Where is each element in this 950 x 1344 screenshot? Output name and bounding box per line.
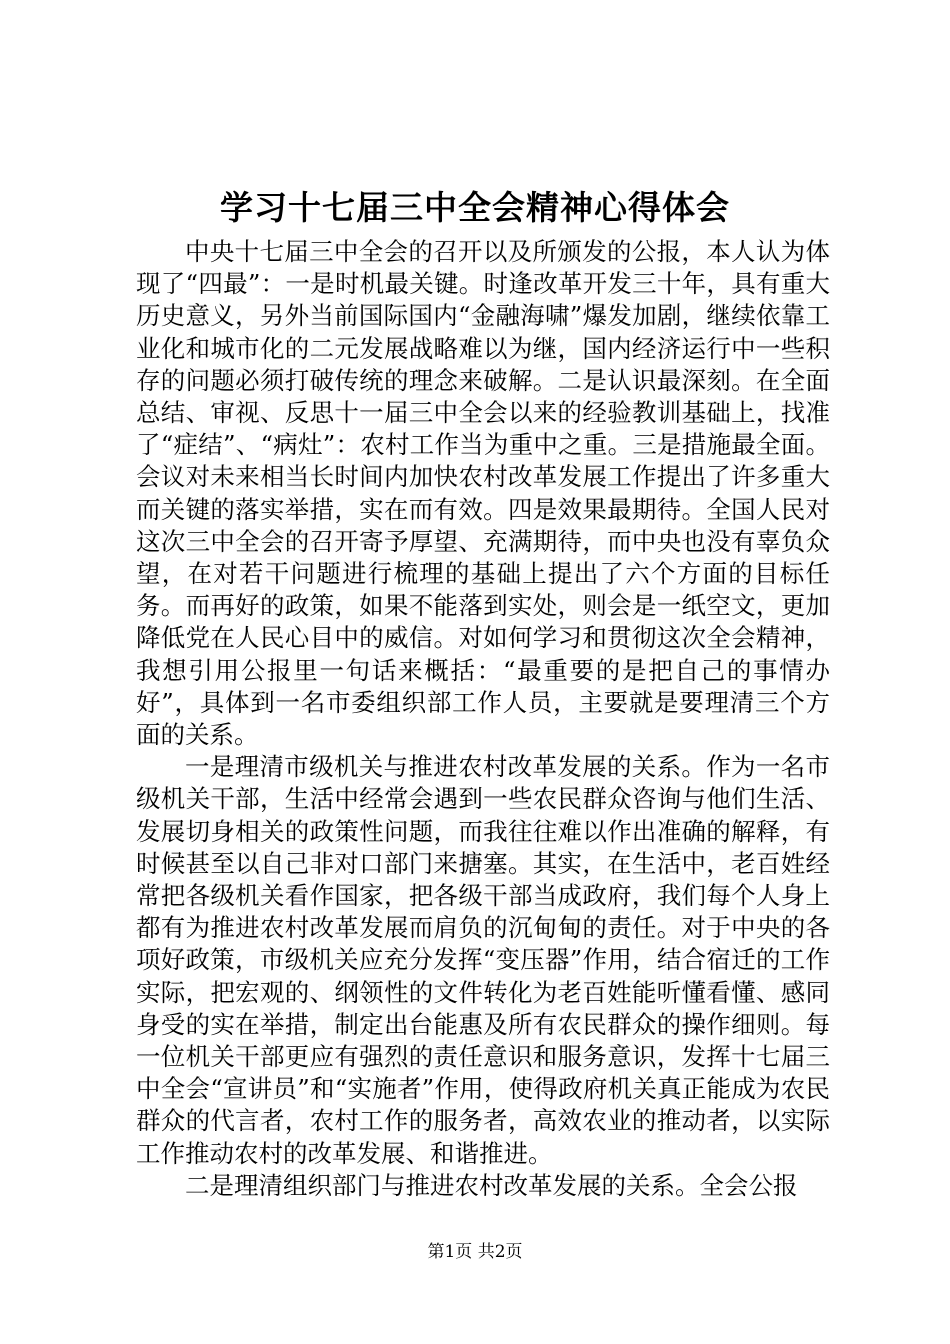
paragraph-1: 中央十七届三中全会的召开以及所颁发的公报，本人认为体现了“四最”：一是时机最关键。时逢改革开发三十年，具有重大历史意义，另外当前国际国内“金融海啸”爆发加剧，继续依靠工业化和城市化的二元发展战略难以为继，国内经济运行中一些积存的问题必须打破传统的理念来破解。二是认识最深刻。在全面总结、审视、反思十一届三中全会以来的经验教训基础上，找准了“症结”、“病灶”：农村工作当为重中之重。三是措施最全面。会议对未来相当长时间内加快农村改革发展工作提出了许多重大而关键的落实举措，实在而有效。四是效果最期待。全国人民对这次三中全会的召开寄予厚望、充满期待，而中央也没有辜负众望，在对若干问题进行梳理的基础上提出了六个方面的目标任务。而再好的政策，如果不能落到实处，则会是一纸空文，更加降低党在人民心目中的威信。对如何学习和贯彻这次全会精神，我想引用公报里一句话来概括：“最重要的是把自己的事情办好”，具体到一名市委组织部工作人员，主要就是要理清三个方面的关系。: [136, 237, 830, 750]
paragraph-3: 二是理清组织部门与推进农村改革发展的关系。全会公报: [185, 1170, 798, 1200]
paragraph-2: 一是理清市级机关与推进农村改革发展的关系。作为一名市级机关干部，生活中经常会遇到一些农民群众咨询与他们生活、发展切身相关的政策性问题，而我往往难以作出准确的解释，有时候甚至以自己非对口部门来搪塞。其实，在生活中，老百姓经常把各级机关看作国家，把各级干部当成政府，我们每个人身上都有为推进农村改革发展而肩负的沉甸甸的责任。对于中央的各项好政策，市级机关应充分发挥“变压器”作用，结合宿迁的工作实际，把宏观的、纲领性的文件转化为老百姓能听懂看懂、感同身受的实在举措，制定出台能惠及所有农民群众的操作细则。每一位机关干部更应有强烈的责任意识和服务意识，发挥十七届三中全会“宣讲员”和“实施者”作用，使得政府机关真正能成为农民群众的代言者，农村工作的服务者，高效农业的推动者，以实际工作推动农村的改革发展、和谐推进。: [136, 752, 830, 1168]
document-body: [136, 236, 830, 1202]
document-title: 学习十七届三中全会精神心得体会: [220, 188, 730, 227]
page-number-footer: 第1页 共2页: [427, 1242, 523, 1262]
